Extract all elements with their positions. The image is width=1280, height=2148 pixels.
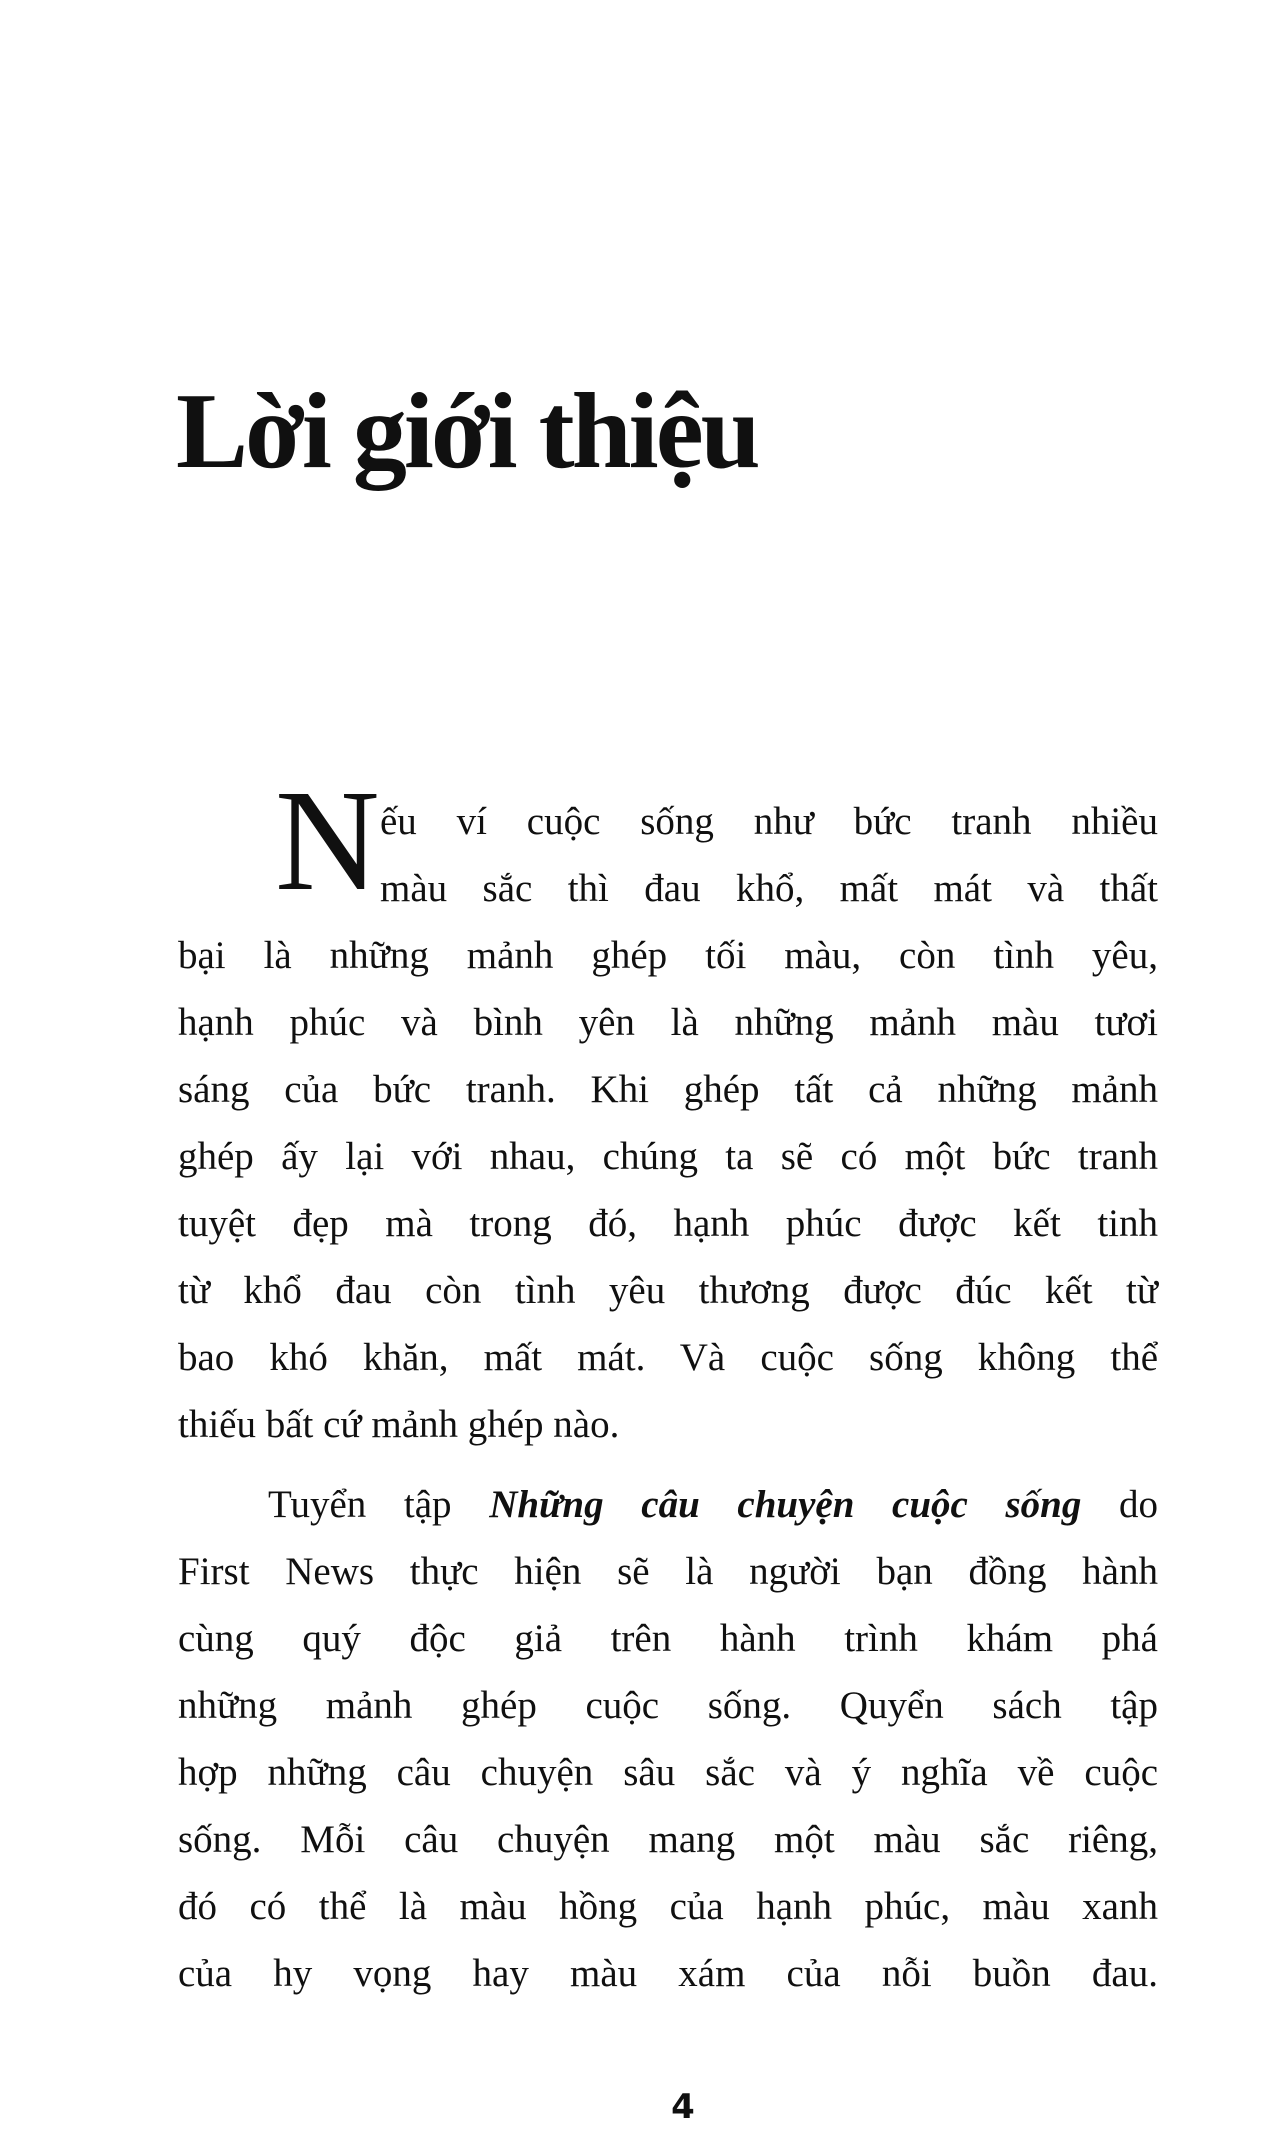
text-run: Tuyển tập <box>268 1483 490 1526</box>
text-run: hợp những câu chuyện sâu sắc và ý nghĩa về cuộc <box>178 1751 1158 1794</box>
text-line <box>178 922 1158 989</box>
text-line <box>178 1324 1158 1391</box>
text-run: thiếu bất cứ mảnh ghép nào. <box>178 1403 620 1446</box>
text-line <box>178 1605 1158 1672</box>
text-line <box>178 1672 1158 1739</box>
text-line <box>178 989 1158 1056</box>
paragraph <box>178 1471 1158 2007</box>
text-run: ếu ví cuộc sống như bức tranh nhiều <box>380 800 1158 843</box>
book-title-emphasis: Những câu chuyện cuộc sống <box>489 1483 1082 1526</box>
text-run: bại là những mảnh ghép tối màu, còn tình yêu, <box>178 934 1158 977</box>
text-line <box>178 1257 1158 1324</box>
text-line <box>178 1391 1158 1458</box>
text-run: của hy vọng hay màu xám của nỗi buồn đau. <box>178 1952 1158 1995</box>
drop-cap: N <box>275 761 380 921</box>
text-line <box>178 1471 1158 1538</box>
text-run: cùng quý độc giả trên hành trình khám phá <box>178 1617 1158 1660</box>
paragraph <box>178 761 1158 1458</box>
text-line <box>178 1806 1158 1873</box>
text-run: những mảnh ghép cuộc sống. Quyển sách tập <box>178 1684 1158 1727</box>
page-number: 4 <box>671 2087 695 2127</box>
text-run: sáng của bức tranh. Khi ghép tất cả những mảnh <box>178 1068 1158 1111</box>
text-line <box>178 1538 1158 1605</box>
text-run: do <box>1081 1483 1158 1526</box>
text-run: bao khó khăn, mất mát. Và cuộc sống không thể <box>178 1336 1158 1379</box>
text-line <box>178 1739 1158 1806</box>
text-run: từ khổ đau còn tình yêu thương được đúc kết từ <box>178 1269 1158 1312</box>
text-run: sống. Mỗi câu chuyện mang một màu sắc riêng, <box>178 1818 1158 1861</box>
text-run: đó có thể là màu hồng của hạnh phúc, màu xanh <box>178 1885 1158 1928</box>
page-title: Lời giới thiệu <box>176 372 758 492</box>
text-line <box>178 1123 1158 1190</box>
text-line <box>178 1056 1158 1123</box>
text-run: tuyệt đẹp mà trong đó, hạnh phúc được kết tinh <box>178 1202 1158 1245</box>
text-line <box>178 1190 1158 1257</box>
text-run: First News thực hiện sẽ là người bạn đồng hành <box>178 1550 1158 1593</box>
text-run: màu sắc thì đau khổ, mất mát và thất <box>380 867 1158 910</box>
text-run: hạnh phúc và bình yên là những mảnh màu tươi <box>178 1001 1158 1044</box>
text-line <box>178 1940 1158 2007</box>
text-line <box>178 1873 1158 1940</box>
text-run: ghép ấy lại với nhau, chúng ta sẽ có một bức tranh <box>178 1135 1158 1178</box>
text-block <box>178 761 1158 2007</box>
